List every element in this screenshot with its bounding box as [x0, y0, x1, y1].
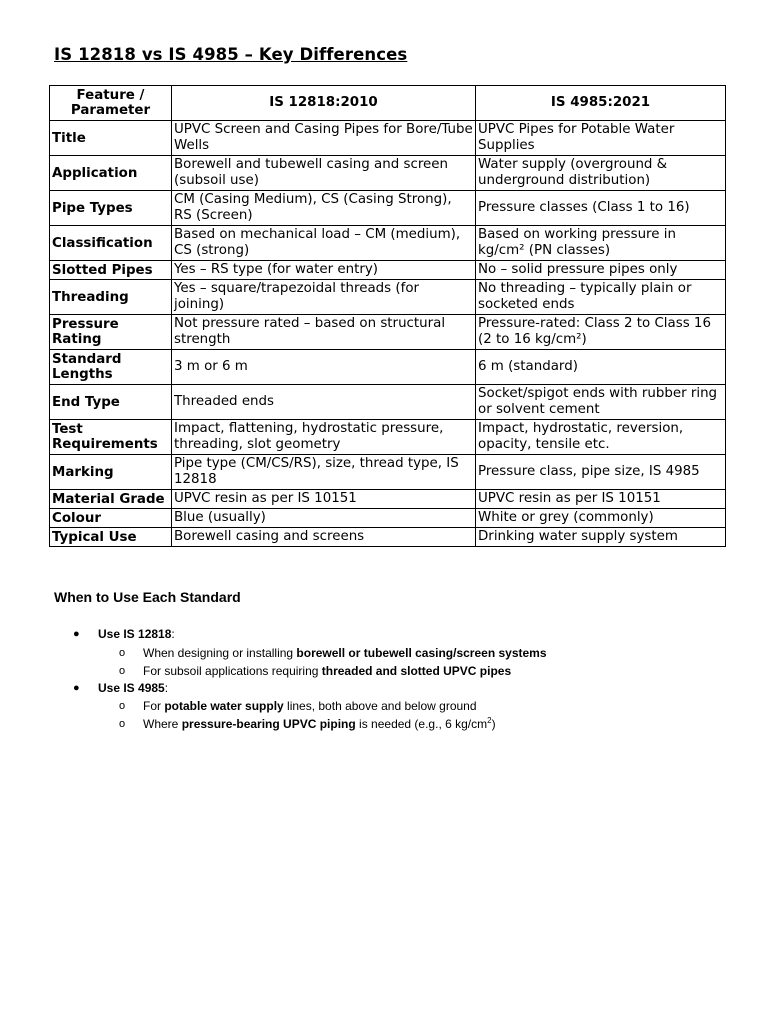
row-is12818-value: UPVC resin as per IS 10151 — [172, 490, 476, 509]
row-is12818-value: Borewell and tubewell casing and screen (subsoil use) — [172, 156, 476, 191]
sub-list-item: o When designing or installing borewell or tubewell casing/screen systems — [119, 645, 547, 660]
bullet-circle-icon: o — [119, 718, 126, 730]
bullet-circle-icon: o — [119, 646, 126, 659]
list-item-label: Use IS 12818 — [98, 627, 172, 641]
row-is12818-value: UPVC Screen and Casing Pipes for Bore/Tube Wells — [172, 121, 476, 156]
row-is4985-value: Impact, hydrostatic, reversion, opacity, tensile etc. — [476, 420, 726, 455]
row-is12818-value: Impact, flattening, hydrostatic pressure, threading, slot geometry — [172, 420, 476, 455]
page-title: IS 12818 vs IS 4985 – Key Differences — [54, 45, 408, 64]
bullet-dot-icon: ● — [73, 628, 80, 640]
row-is4985-value: UPVC resin as per IS 10151 — [476, 490, 726, 509]
row-is4985-value: Socket/spigot ends with rubber ring or solvent cement — [476, 385, 726, 420]
row-feature: Test Requirements — [50, 420, 172, 455]
row-feature: Colour — [50, 509, 172, 528]
row-is4985-value: UPVC Pipes for Potable Water Supplies — [476, 121, 726, 156]
row-is4985-value: Pressure-rated: Class 2 to Class 16 (2 to 16 kg/cm²) — [476, 315, 726, 350]
sub-list-item: o For potable water supply lines, both above and below ground — [119, 699, 477, 713]
row-is12818-value: Not pressure rated – based on structural strength — [172, 315, 476, 350]
table-row — [50, 528, 726, 547]
row-is4985-value: White or grey (commonly) — [476, 509, 726, 528]
row-feature: Slotted Pipes — [50, 261, 172, 280]
row-is4985-value: Drinking water supply system — [476, 528, 726, 547]
table-header-row — [50, 86, 726, 121]
row-feature: Application — [50, 156, 172, 191]
row-feature: Threading — [50, 280, 172, 315]
usage-list — [54, 626, 547, 733]
row-is4985-value: Water supply (overground & underground distribution) — [476, 156, 726, 191]
row-is4985-value: 6 m (standard) — [476, 350, 726, 385]
table-row — [50, 226, 726, 261]
table-row — [50, 350, 726, 385]
list-item: ● Use IS 12818: — [54, 626, 547, 644]
table-row — [50, 385, 726, 420]
table-row — [50, 261, 726, 280]
row-is4985-value: No – solid pressure pipes only — [476, 261, 726, 280]
row-is12818-value: Based on mechanical load – CM (medium), CS (strong) — [172, 226, 476, 261]
bullet-circle-icon: o — [119, 664, 126, 677]
header-feature: Feature / Parameter — [50, 86, 172, 121]
table-row — [50, 156, 726, 191]
row-is4985-value: No threading – typically plain or socketed ends — [476, 280, 726, 315]
row-is4985-value: Based on working pressure in kg/cm² (PN classes) — [476, 226, 726, 261]
row-is12818-value: 3 m or 6 m — [172, 350, 476, 385]
comparison-table — [49, 85, 726, 547]
bullet-circle-icon: o — [119, 700, 126, 712]
table-row — [50, 455, 726, 490]
row-feature: Marking — [50, 455, 172, 490]
table-row — [50, 490, 726, 509]
header-is4985: IS 4985:2021 — [476, 86, 726, 121]
sub-list-item: o For subsoil applications requiring threaded and slotted UPVC pipes — [119, 663, 512, 678]
table-row — [50, 509, 726, 528]
row-feature: Typical Use — [50, 528, 172, 547]
bullet-dot-icon: ● — [73, 681, 80, 694]
row-feature: Classification — [50, 226, 172, 261]
row-feature: Title — [50, 121, 172, 156]
row-feature: Pressure Rating — [50, 315, 172, 350]
sub-list-item: o Where pressure-bearing UPVC piping is needed (e.g., 6 $kg/cm^2$) — [119, 716, 496, 731]
row-feature: Material Grade — [50, 490, 172, 509]
list-item: ● Use IS 4985: — [54, 680, 547, 698]
row-is12818-value: Blue (usually) — [172, 509, 476, 528]
table-row — [50, 420, 726, 455]
row-feature: Pipe Types — [50, 191, 172, 226]
row-is12818-value: Borewell casing and screens — [172, 528, 476, 547]
table-row — [50, 191, 726, 226]
table-row — [50, 280, 726, 315]
list-item-label: Use IS 4985 — [98, 680, 165, 695]
row-is4985-value: Pressure class, pipe size, IS 4985 — [476, 455, 726, 490]
table-row — [50, 315, 726, 350]
row-is12818-value: Yes – square/trapezoidal threads (for joining) — [172, 280, 476, 315]
row-is12818-value: Yes – RS type (for water entry) — [172, 261, 476, 280]
row-is12818-value: Threaded ends — [172, 385, 476, 420]
section-heading: When to Use Each Standard — [54, 589, 241, 605]
table-row — [50, 121, 726, 156]
header-is12818: IS 12818:2010 — [172, 86, 476, 121]
row-feature: Standard Lengths — [50, 350, 172, 385]
row-is12818-value: Pipe type (CM/CS/RS), size, thread type, IS 12818 — [172, 455, 476, 490]
row-feature: End Type — [50, 385, 172, 420]
row-is12818-value: CM (Casing Medium), CS (Casing Strong), RS (Screen) — [172, 191, 476, 226]
row-is4985-value: Pressure classes (Class 1 to 16) — [476, 191, 726, 226]
